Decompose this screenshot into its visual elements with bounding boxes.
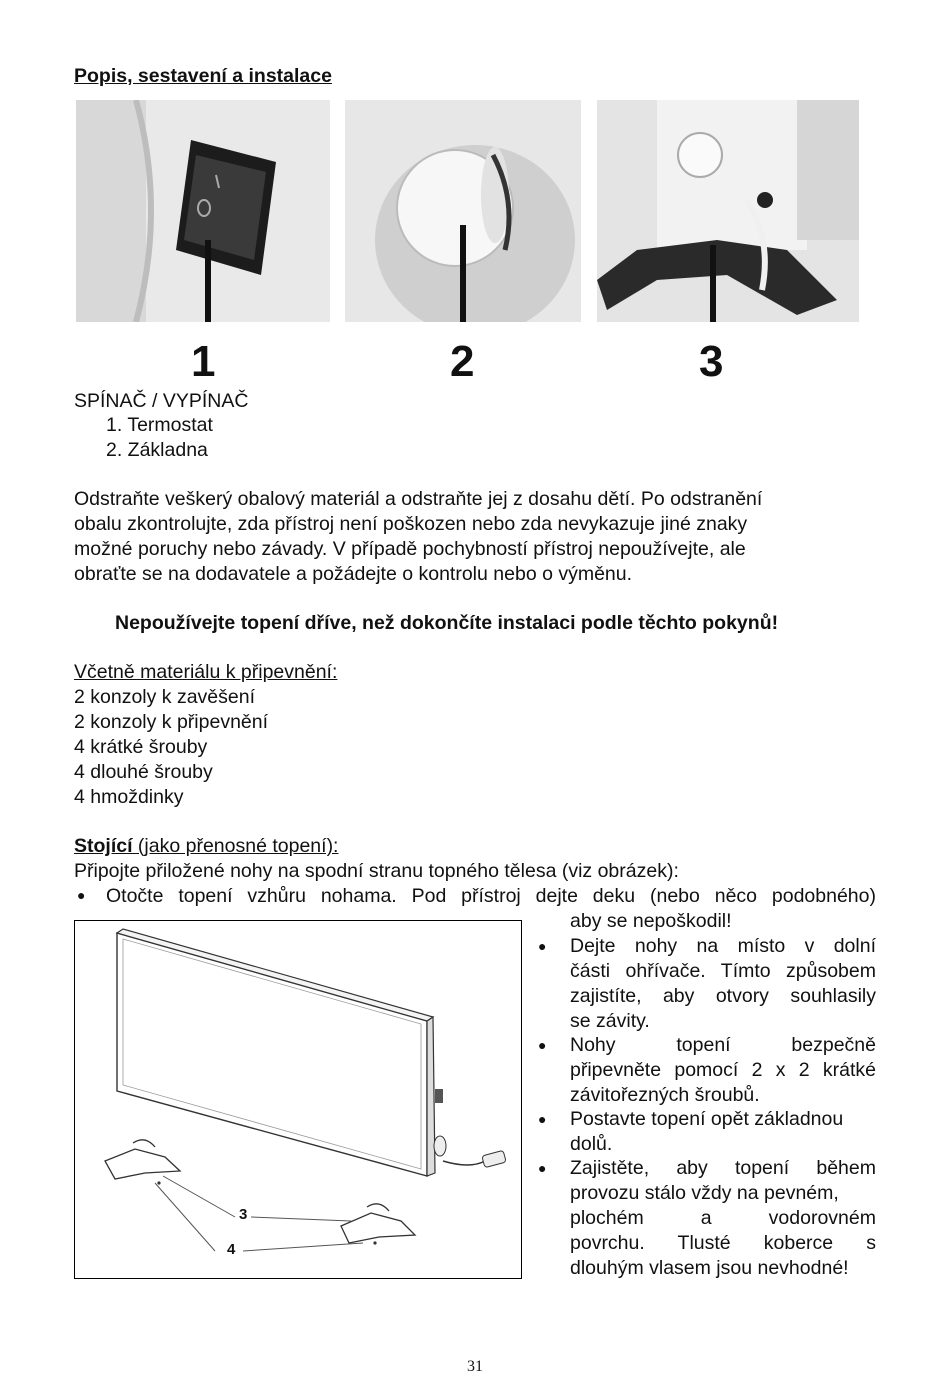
photo-label-3: 3 [699,337,724,386]
figure-label-4: 4 [227,1241,236,1258]
figure-label-3: 3 [239,1206,248,1223]
materials-title: Včetně materiálu k připevnění: [74,661,338,683]
standing-title [74,834,338,858]
heater-illustration [75,921,521,1278]
bullet-icon: ● [538,1160,547,1176]
bullet-icon: ● [77,887,86,903]
bullet-line: části ohřívače. Tímto způsobem [570,960,876,982]
bullet-line: dolů. [570,1133,613,1155]
standing-intro: Připojte přiložené nohy na spodní stranu topného tělesa (viz obrázek): [74,860,679,882]
bullet-line: Nohy topení bezpečně [570,1034,876,1056]
intro-line: Odstraňte veškerý obalový materiál a odstraňte jej z dosahu dětí. Po odstranění [74,488,763,510]
page-title: Popis, sestavení a instalace [74,65,332,87]
photo-thermostat [345,100,581,322]
page-number: 31 [467,1358,483,1375]
bullet-line: Postavte topení opět základnou [570,1108,844,1130]
bullet-icon: ● [538,1037,547,1053]
bullet-line: závitořezných šroubů. [570,1084,760,1106]
bullet-text-cont: aby se nepoškodil! [570,910,732,932]
bullet-line: dlouhým vlasem jsou nevhodné! [570,1257,849,1279]
parts-item: 1. Termostat [106,414,213,436]
parts-item: 2. Základna [106,439,208,461]
intro-line: obraťte se na dodavatele a požádejte o kontrolu nebo o výměnu. [74,563,633,585]
materials-item: 2 konzoly k zavěšení [74,686,256,708]
heater-figure [74,920,522,1279]
bullet-line: se závity. [570,1010,650,1032]
switch-illustration [76,100,330,322]
bullet-line: plochém a vodorovném [570,1207,876,1229]
standing-title-bold: Stojící [74,835,133,857]
photo-label-2: 2 [450,337,475,386]
warning-text: Nepoužívejte topení dříve, než dokončíte instalaci podle těchto pokynů! [115,612,779,634]
photo-switch [76,100,330,322]
bullet-line: provozu stálo vždy na pevném, [570,1182,839,1204]
parts-title: SPÍNAČ / VYPÍNAČ [74,390,249,412]
bullet-line: povrchu. Tlusté koberce s [570,1232,876,1254]
intro-line: možné poruchy nebo závady. V případě pochybností přístroj nepoužívejte, ale [74,538,746,560]
bullet-text: Otočte topení vzhůru nohama. Pod přístroj dejte deku (nebo něco podobného) [106,885,876,907]
standing-title-rest: (jako přenosné topení): [132,835,339,857]
bullet-icon: ● [538,1111,547,1127]
materials-item: 4 krátké šrouby [74,736,208,758]
bullet-line: Zajistěte, aby topení během [570,1157,876,1179]
bullet-line: zajistíte, aby otvory souhlasily [570,985,876,1007]
bullet-line: připevněte pomocí 2 x 2 krátké [570,1059,876,1081]
bullet-icon: ● [538,938,547,954]
photo-base [597,100,859,322]
materials-item: 4 hmoždinky [74,786,184,808]
bullet-line: Dejte nohy na místo v dolní [570,935,876,957]
photo-label-1: 1 [191,337,216,386]
materials-item: 4 dlouhé šrouby [74,761,213,783]
base-illustration [597,100,859,322]
thermostat-illustration [345,100,581,322]
intro-line: obalu zkontrolujte, zda přístroj není poškozen nebo zda nevykazuje jiné znaky [74,513,748,535]
materials-item: 2 konzoly k připevnění [74,711,269,733]
